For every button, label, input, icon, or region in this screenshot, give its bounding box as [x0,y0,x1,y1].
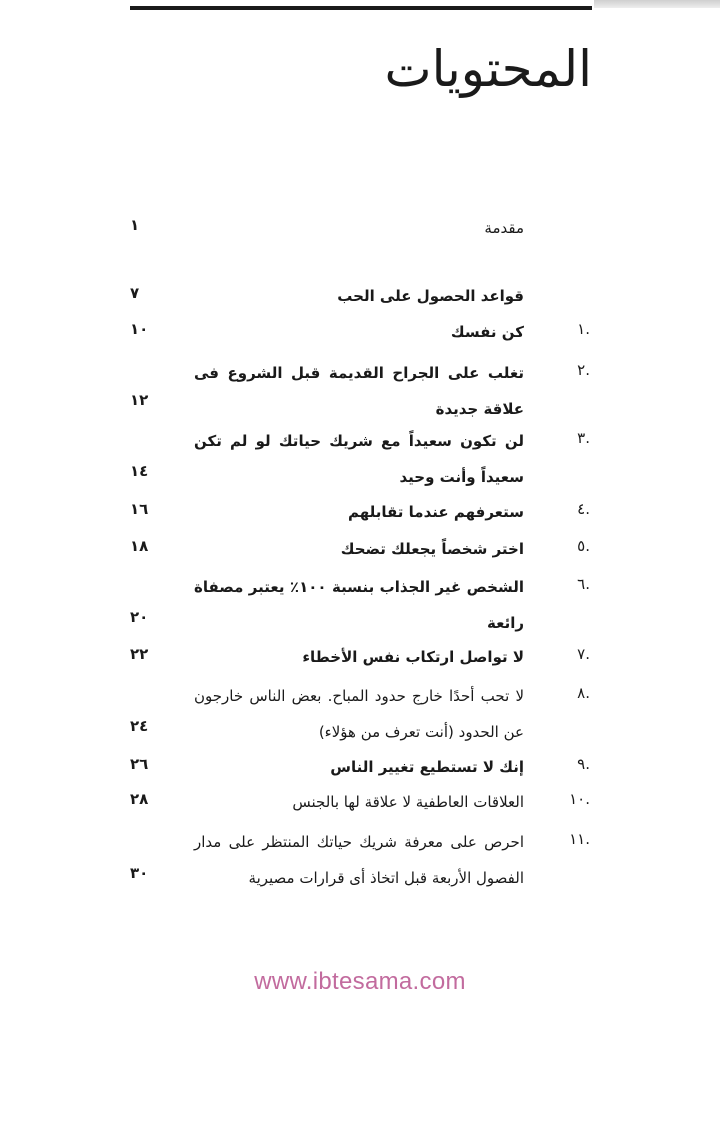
entry-number: .١١ [569,830,590,848]
toc-entry [120,216,590,240]
entry-number: .٧ [577,645,590,663]
entry-title: العلاقات العاطفية لا علاقة لها بالجنس [292,793,524,811]
entry-title: قواعد الحصول على الحب [337,287,524,305]
entry-number: .٩ [577,755,590,773]
toc-entry [120,678,590,750]
page-edge-shadow [594,0,720,8]
entry-title: لا تحب أحدًا خارج حدود المباح. بعض الناس خارجون عن الحدود (أنت تعرف من هؤلاء) [194,687,524,741]
toc-entry [120,355,590,427]
entry-number: .٦ [577,575,590,593]
entry-page: ٢٠ [130,608,149,626]
toc-entry [120,824,590,896]
entry-title: إنك لا تستطيع تغيير الناس [330,758,524,776]
entry-title: لن تكون سعيداً مع شريك حياتك لو لم تكن سعيداً وأنت وحيد [194,432,524,486]
entry-page: ٢٦ [130,755,149,773]
toc-entry [120,320,590,344]
entry-page: ١٤ [130,462,149,480]
entry-page: ٢٨ [130,790,149,808]
entry-number: .٥ [577,537,590,555]
toc-entry [120,790,590,814]
toc-entry [120,423,590,495]
entry-number: .١٠ [569,790,590,808]
toc-entry [120,645,590,669]
entry-title: لا تواصل ارتكاب نفس الأخطاء [302,648,524,666]
entry-title: احرص على معرفة شريك حياتك المنتظر على مدار الفصول الأربعة قبل اتخاذ أى قرارات مصيرية [194,833,524,887]
entry-page: ١ [130,216,140,234]
entry-number: .٨ [577,684,590,702]
toc-entry [120,500,590,524]
entry-title: كن نفسك [450,323,524,341]
entry-title: الشخص غير الجذاب بنسبة ١٠٠٪ يعتبر مصفاة رائعة [194,578,524,632]
entry-page: ١٢ [130,391,149,409]
entry-page: ١٨ [130,537,149,555]
entry-page: ٢٤ [130,717,149,735]
entry-title: تغلب على الجراح القديمة قبل الشروع فى علاقة جديدة [194,364,524,418]
entry-page: ٣٠ [130,864,149,882]
toc-entry [120,284,590,308]
entry-page: ١٦ [130,500,149,518]
entry-page: ٧ [130,284,140,302]
page-title: المحتويات [384,40,592,98]
website-watermark: www.ibtesama.com [254,968,466,995]
entry-page: ١٠ [130,320,149,338]
entry-title: مقدمة [484,219,524,237]
toc-entry [120,755,590,779]
entry-title: اختر شخصاً يجعلك تضحك [340,540,524,558]
entry-title: ستعرفهم عندما تقابلهم [347,503,524,521]
entry-number: .٤ [577,500,590,518]
toc-entry [120,569,590,641]
entry-number: .١ [577,320,590,338]
top-rule [130,6,592,10]
entry-page: ٢٢ [130,645,149,663]
entry-number: .٢ [577,361,590,379]
entry-number: .٣ [577,429,590,447]
toc-entry [120,537,590,561]
